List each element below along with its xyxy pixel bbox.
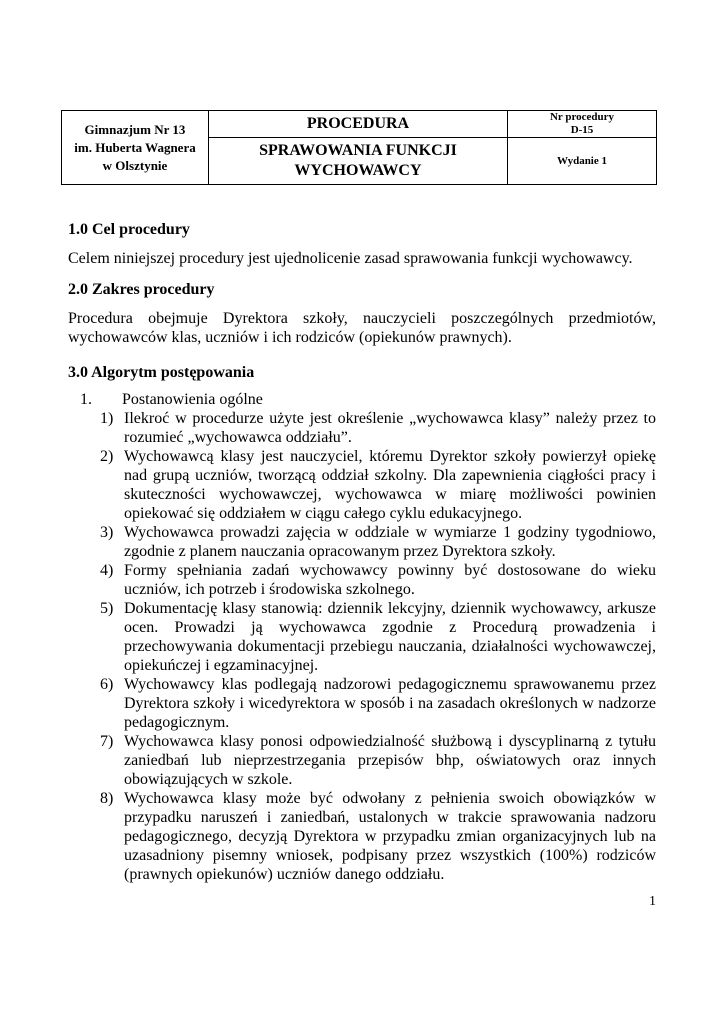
list-item-number: 6) xyxy=(100,676,114,693)
list-item xyxy=(100,409,656,447)
list-item-text: Ilekroć w procedurze użyte jest określenie „wychowawca klasy” należy przez to rozumieć „wychowawca oddziału”. xyxy=(124,410,656,446)
list-level1-number: 1. xyxy=(80,391,92,408)
list-item xyxy=(100,789,656,884)
list-item-text: Formy spełniania zadań wychowawcy powinny być dostosowane do wieku uczniów, ich potrzeb i środowiska szkolnego. xyxy=(124,562,656,598)
list-item-number: 5) xyxy=(100,600,114,617)
list-item-text: Dokumentację klasy stanowią: dziennik lekcyjny, dziennik wychowawcy, arkusze ocen. Prowadzi ją wychowawca zgodnie z Procedurą prowadzenia i przechowywania dokumentacji przebiegu nauczania, działalności wychowawczej, opiekuńczej i egzaminacyjnej. xyxy=(124,600,656,674)
list-level1-item xyxy=(68,390,656,409)
section-1-heading: 1.0 Cel procedury xyxy=(68,221,190,238)
procedure-meta-cell xyxy=(508,111,656,184)
list-item-text: Wychowawca klasy ponosi odpowiedzialność służbową i dyscyplinarną z tytułu zaniedbań lub nieprzestrzegania przepisów bhp, oświatowych oraz innych obowiązujących w szkole. xyxy=(124,733,656,788)
section-2-heading: 2.0 Zakres procedury xyxy=(68,281,215,298)
school-name-line1: Gimnazjum Nr 13 xyxy=(84,121,186,137)
list-item xyxy=(100,675,656,732)
list-level1-label: Postanowienia ogólne xyxy=(122,391,263,408)
list-item xyxy=(100,599,656,675)
list-item-text: Wychowawca prowadzi zajęcia w oddziale w wymiarze 1 godziny tygodniowo, zgodnie z planem nauczania opracowanym przez Dyrektora szkoły. xyxy=(124,524,656,560)
list-item-text: Wychowawca klasy może być odwołany z pełnienia swoich obowiązków w przypadku naruszeń i zaniedbań, ustalonych w trakcie sprawowania nadzoru pedagogicznego, decyzją Dyrektora w przypadku zmian organizacyjnych lub na uzasadniony pisemny wniosek, podpisany przez wszystkich (100%) rodziców (prawnych opiekunów) uczniów danego oddziału. xyxy=(124,790,656,883)
document-body xyxy=(68,220,656,884)
list-item-number: 2) xyxy=(100,448,114,465)
procedure-header-table xyxy=(61,110,657,185)
list-item-number: 4) xyxy=(100,562,114,579)
procedure-number xyxy=(508,111,656,138)
section-1-text: Celem niniejszej procedury jest ujednolicenie zasad sprawowania funkcji wychowawcy. xyxy=(68,250,633,267)
procedure-title-cell xyxy=(209,111,508,184)
school-name-line3: w Olsztynie xyxy=(102,157,168,173)
page-number: 1 xyxy=(649,894,656,909)
doc-title xyxy=(209,138,507,184)
list-item-number: 7) xyxy=(100,733,114,750)
general-provisions-list xyxy=(68,409,656,884)
section-3-heading: 3.0 Algorytm postępowania xyxy=(68,364,255,381)
school-name-cell xyxy=(62,111,209,184)
list-item xyxy=(100,447,656,523)
procedure-number-code: D-15 xyxy=(570,124,594,136)
section-2-text: Procedura obejmuje Dyrektora szkoły, nauczycieli poszczególnych przedmiotów, wychowawców klas, uczniów i ich rodziców (opiekunów prawnych). xyxy=(68,310,656,346)
list-item-number: 8) xyxy=(100,790,114,807)
list-item-number: 1) xyxy=(100,410,114,427)
doc-title-line1: SPRAWOWANIA FUNKCJI xyxy=(259,142,457,159)
doc-title-line2: WYCHOWAWCY xyxy=(294,162,422,179)
school-name-line2: im. Huberta Wagnera xyxy=(74,139,196,155)
list-item-number: 3) xyxy=(100,524,114,541)
list-item-text: Wychowawcy klas podlegają nadzorowi pedagogicznemu sprawowanemu przez Dyrektora szkoły i wicedyrektora w sposób i na zasadach określonych w nadzorze pedagogicznym. xyxy=(124,676,656,731)
edition-label: Wydanie 1 xyxy=(556,155,607,167)
list-item xyxy=(100,732,656,789)
procedure-number-label: Nr procedury xyxy=(549,111,615,123)
list-item xyxy=(100,523,656,561)
list-item-text: Wychowawcą klasy jest nauczyciel, któremu Dyrektor szkoły powierzył opiekę nad grupą uczniów, tworzącą oddział szkolny. Dla zapewnienia ciągłości pracy i skuteczności wychowawczej, wychowawca w miarę możliwości powinien opiekować się oddziałem w ciągu całego cyklu edukacyjnego. xyxy=(124,448,656,522)
list-item xyxy=(100,561,656,599)
doc-type: PROCEDURA xyxy=(209,111,507,138)
